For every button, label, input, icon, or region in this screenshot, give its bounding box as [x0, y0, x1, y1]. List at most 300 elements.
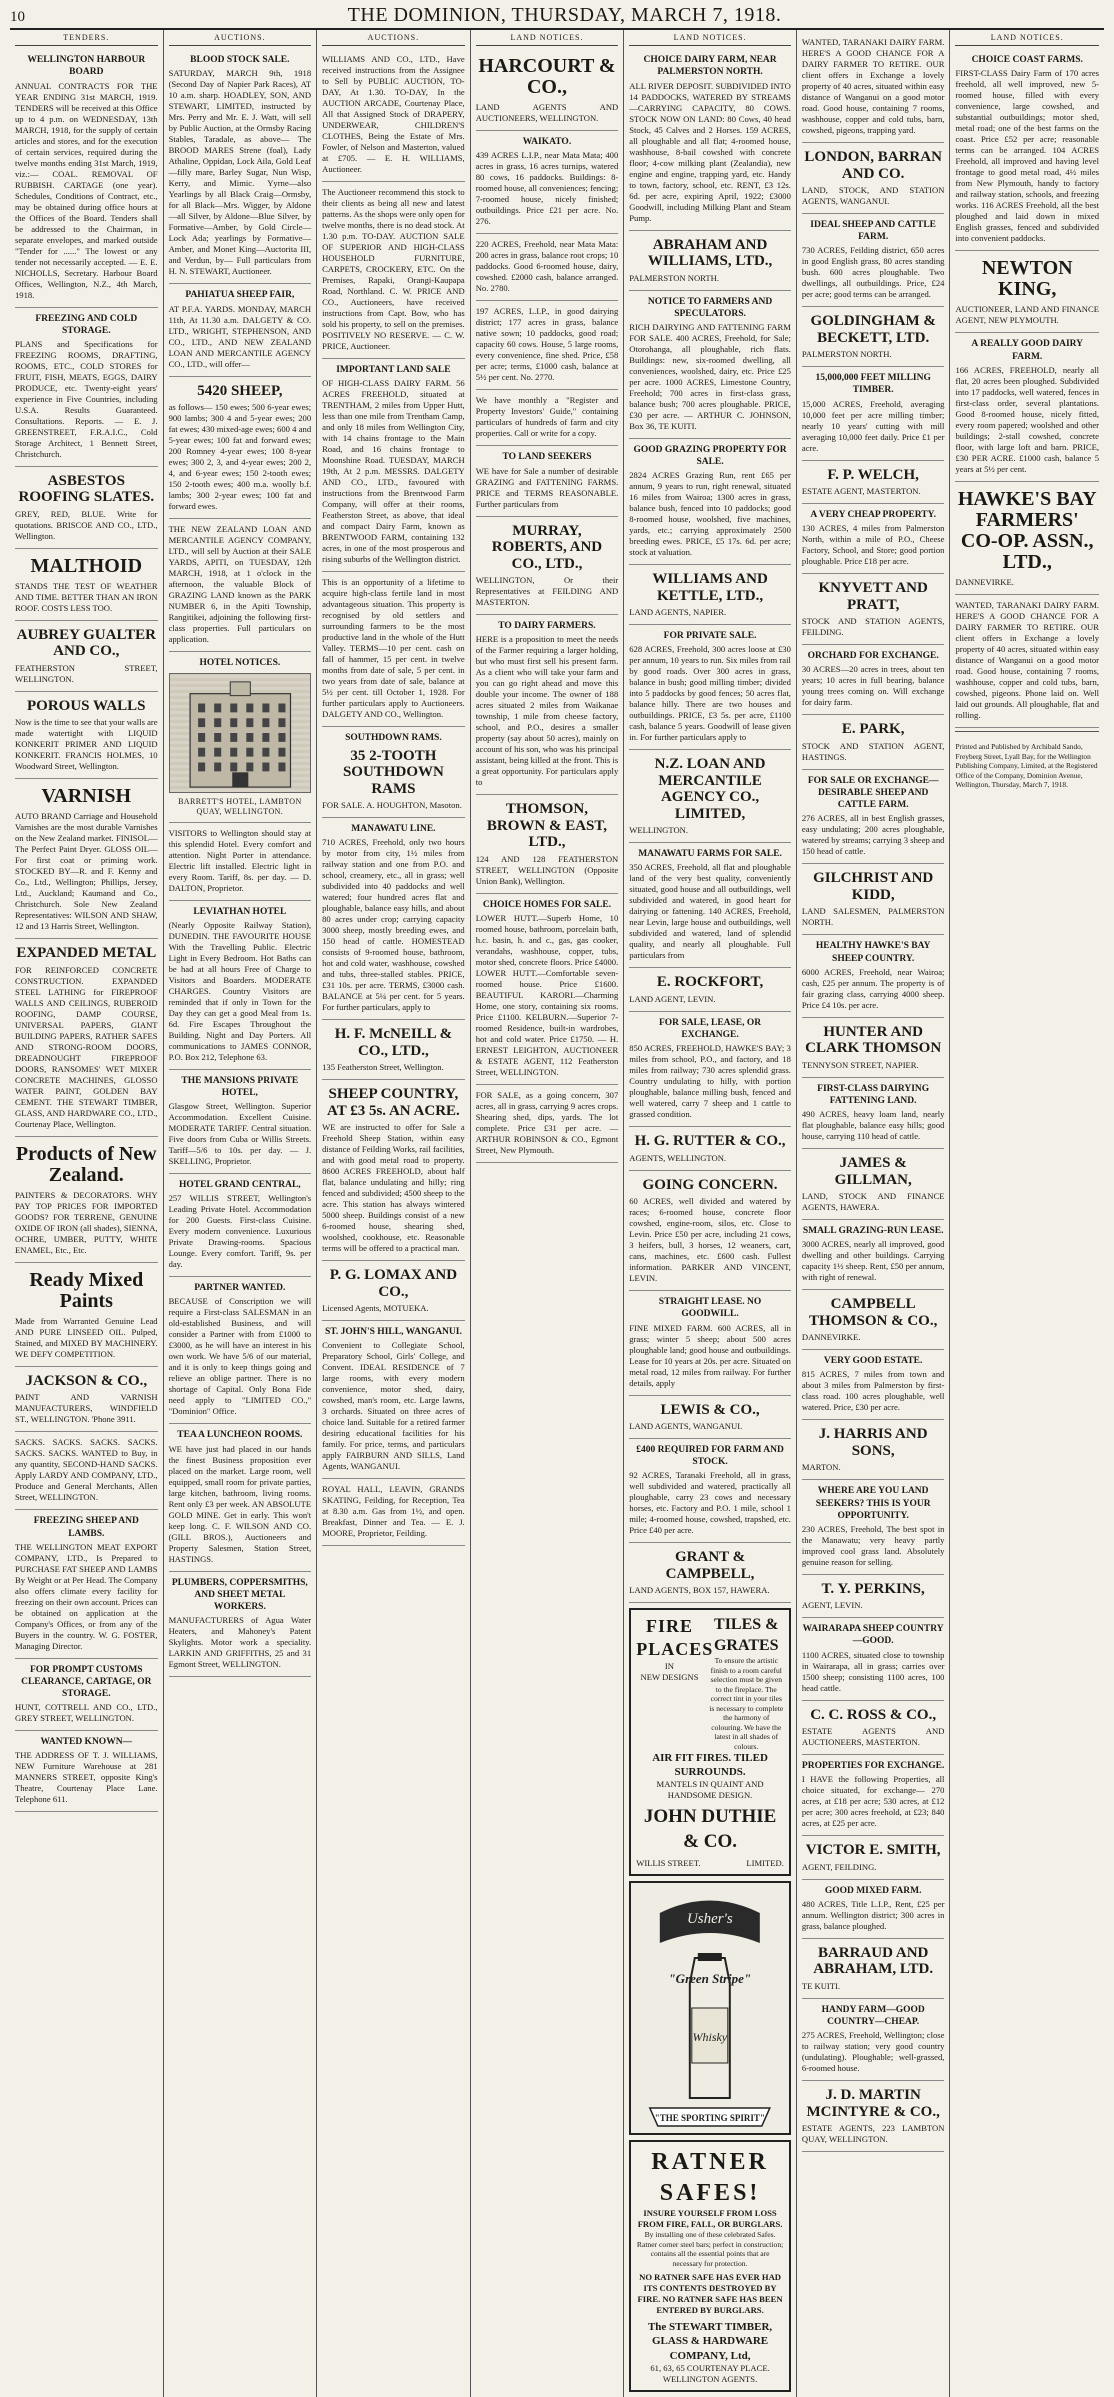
classified-ad: [629, 565, 791, 625]
ad-body-text: This is an opportunity of a lifetime to acquire high-class fertile land in most advantageous situation. This property is recognised by old settlers and surrounding farmers to be the most productive land in the whole of the Hutt Valley. TERMS—10 per cent. cash on fall of hammer, 15 per cent. in twelve months from date of sale, 5 per cent. in two years from date of sale, balance at 5½ per cent. till October 1, 1928. For further particulars apply to Auctioneers. DALGETY AND CO., Wellington.: [322, 577, 465, 720]
classified-ad: [15, 1263, 158, 1367]
ad-body-text: Licensed Agents, MOTUEKA.: [322, 1303, 429, 1314]
ratner-sub: INSURE YOURSELF FROM LOSS FROM FIRE, FALL, OR BURGLARS.: [637, 2208, 783, 2230]
ad-body-text: 2824 ACRES Grazing Run, rent £65 per annum, 9 years to run, right renewal, situated 16 miles from Wairoa; 1300 acres in grass, balance bush, fenced into 10 paddocks; good 8-roomed house, woolshed, five machines, yards, etc.; carrying approximately 2500 breeding ewes. PRICE, £5 17s. 6d. per acre; stock at valuation.: [629, 470, 791, 558]
classified-ad: [476, 446, 619, 516]
classified-ad: [15, 1367, 158, 1433]
ad-body-text: 350 ACRES, Freehold, all flat and ploughable land of the very best quality, conveniently situated, good house and all outbuildings, well subdivided and watered, in good heart for dairying or fattening. 140 ACRES, Freehold, near Levin, large house and outbuildings, well subdivided and watered, land of splendid quality, and nearly all ploughable. Full particulars from: [629, 862, 791, 961]
ad-body-text: (Nearly Opposite Railway Station), DUNEDIN. THE FAVOURITE HOUSE With the Travelling Public. Electric Light in Every Bedroom. Hot Baths can be had at all hours Free of Charge to Visitors and Boarders. MODERATE CHARGES. Country Visitors are reminded that if only in Town for the Day they can get a good Meal from 1s. 6d. Fire Escapes Throughout the Building. Night and Day Porters. All communications to JAMES CONNOR, P.O. Box 212, Telephone 63.: [168, 919, 312, 1062]
classified-ad: [15, 49, 158, 307]
ad-body-text: 275 ACRES, Freehold, Wellington; close to railway station; very good country (undulating). Ploughable; well-grassed, 6-roomed house.: [801, 2030, 945, 2074]
ad-body-text: OF HIGH-CLASS DAIRY FARM. 56 ACRES FREEHOLD, situated at TRENTHAM, 2 miles from Upper Hutt, less than one mile from Trentham Camp, and only 18 miles from Wellington City, with 14 chains frontage to the Main Road, and 16 chains frontage to Moonshine Road. TUESDAY, MARCH 19th, At 2 p.m. MESSRS. DALGETY AND CO., LTD., favoured with instructions from the Brentwood Farm Company, will offer at their rooms, Featherston Street, as above, that ideal and compact Dairy Farm, known as BRENTWOOD FARM, containing 132 acres, in one of the most prosperous and rising suburbs of the Wellington district.: [322, 378, 465, 565]
classified-ad: [802, 1149, 945, 1220]
ad-body-text: 1100 ACRES, situated close to township in Wairarapa, all in grass; carries over 1500 sheep; consisting 1100 acres, 100 head cattle.: [801, 1649, 945, 1693]
classified-ad: [802, 307, 945, 367]
ad-body-text: DANNEVIRKE.: [955, 576, 1014, 587]
classified-ad: [802, 504, 945, 574]
ad-body-text: 439 ACRES L.I.P., near Mata Mata; 400 acres in grass, 16 acres turnips, watered 80 cows, 16 paddocks. Buildings: 8-roomed house, all conveniences; fencing; 7-roomed house, nicely finished; outbuildings. Price £21 per acre. No. 276.: [475, 150, 619, 227]
ad-body-text: I HAVE the following Properties, all choice situated, for exchange— 270 acres, at £18 per acre; 530 acres, at £12 per acre; 300 acres freehold, at £23; 840 acres, at £25 per acre.: [801, 1774, 945, 1829]
classified-ad: [322, 818, 465, 1020]
classified-ad: [169, 1070, 312, 1174]
ad-body-text: LAND SALESMEN, PALMERSTON NORTH.: [801, 906, 945, 928]
ad-body-text: AT P.F.A. YARDS. MONDAY, MARCH 11th, At 11.30 a.m. DALGETY & CO. LTD., WRIGHT, STEPHENSON, AND CO., LTD., AND NEW ZEALAND LOAN AND MERCANTILE AGENCY CO., LTD., will offer—: [168, 303, 312, 369]
ad-body-text: THE NEW ZEALAND LOAN AND MERCANTILE AGENCY COMPANY, LTD., will sell by Auction at their SALE YARDS, APITI, on TUESDAY, 12th MARCH, 1918, at 1 o'clock in the afternoon, the valuable Block of GRAZING LAND known as the PARK NUMBER 6, in the Apiti Township, Rangitikei, adjoining the following first-class properties. Full particulars on application.: [168, 524, 312, 645]
ad-body-text: Made from Warranted Genuine Lead AND PURE LINSEED OIL. Pulped, Stained, and MIXED BY MACHINERY. WE DEFY COMPETITION.: [15, 1315, 158, 1359]
classified-ad: [802, 1350, 945, 1420]
section-heading: LAND NOTICES.: [955, 32, 1099, 46]
ad-heading: THE MANSIONS PRIVATE HOTEL,: [181, 1075, 299, 1098]
ad-body-text: FINE MIXED FARM. 600 ACRES, all in grass; winter 5 sheep; about 500 acres ploughable land; good house and outbuildings. Lease for 10 years at 20s. per acre. Situated on metal road, 12 miles from railway. For further details, apply: [629, 1322, 791, 1388]
classified-ad: [322, 1321, 465, 1479]
ad-body-text: LAND AGENTS, WANGANUI.: [629, 1421, 743, 1432]
classified-ad: [802, 143, 945, 214]
ad-firm-name: GOLDINGHAM & BECKETT, LTD.: [810, 313, 936, 346]
classified-ad: [802, 1755, 945, 1836]
ad-body-text: 257 WILLIS STREET, Wellington's Leading Private Hotel. Accommodation for 200 Guests. First-class Cuisine. Every modern convenience. Luxurious Private Drawing-rooms. Spacious Lounge. Every comfort. Tariff, 9s. per day.: [168, 1193, 312, 1270]
ad-firm-name: VICTOR E. SMITH,: [805, 1842, 941, 1859]
ratner-address: 61, 63, 65 COURTENAY PLACE. WELLINGTON AGENTS.: [650, 2362, 770, 2384]
ad-body-text: WE have just had placed in our hands the finest Business proposition ever placed on the market. Large room, well equipped, small room for private parties, large kitchen, bathroom, living rooms. Rent only £3 per week. AN ABSOLUTE GOLD MINE. Get in early. This won't keep long. C. F. WILSON AND CO. (GILL BROS.), Auctioneers and Property Salesmen, Station Street, HASTINGS.: [168, 1443, 312, 1564]
ad-firm-name: ABRAHAM AND WILLIAMS, LTD.,: [647, 236, 773, 270]
ad-body-text: MANUFACTURERS of Agua Water Heaters, and Mahoney's Patent Skylights. Motor work a speciality. LARKIN AND GRIFFITHS, 25 and 31 Egmont Street, WELLINGTON.: [168, 1615, 312, 1670]
ad-body-text: 710 ACRES, Freehold, only two hours by motor from city, 1½ miles from railway station and one from P.O. and school, creamery, etc., all in grass; well subdivided into 40 paddocks and well watered; four hundred acres flat and ploughable, balance easy hills, and about 80 acres under crop; carrying capacity 3000 sheep, mostly breeding ewes, and 150 head of cattle. HOMESTEAD consists of 9-roomed house, bathroom, hot and cold water, washhouse, cowshed and tubs, three-stalled stables. PRICE, £31 10s. per acre. TERMS, £3000 cash. BALANCE at 5¼ per cent. for 5 years. For further particulars, apply to: [322, 837, 465, 1013]
ratner-firm: The STEWART TIMBER, GLASS & HARDWARE COMPANY, Ltd,: [647, 2321, 773, 2362]
classified-ad: [629, 1127, 791, 1171]
classified-ad: [802, 935, 945, 1017]
classified-ad: [802, 461, 945, 505]
classified-ad: [322, 572, 465, 727]
section-heading: LAND NOTICES.: [476, 32, 619, 46]
classified-ad: [476, 49, 619, 131]
section-heading: AUCTIONS.: [322, 32, 465, 46]
ad-heading: WAIRARAPA SHEEP COUNTRY—GOOD.: [802, 1624, 944, 1647]
column-4: [471, 30, 625, 2397]
ad-firm-name: MURRAY, ROBERTS, AND CO., LTD.,: [491, 522, 603, 572]
ad-heading: HOTEL GRAND CENTRAL,: [179, 1180, 301, 1191]
whisky-brand-line-2: "Green Stripe": [668, 1970, 752, 1986]
classified-ad: [802, 1836, 945, 1880]
fireplace-ltd: LIMITED.: [746, 1857, 784, 1868]
ratner-claim: NO RATNER SAFE HAS EVER HAD ITS CONTENTS DESTROYED BY FIRE. NO RATNER SAFE HAS BEEN ENTERED BY BURGLARS.: [637, 2272, 783, 2316]
classified-ad: [802, 770, 945, 864]
classified-ad: [802, 367, 945, 460]
ad-firm-name: LONDON, BARRAN AND CO.: [804, 149, 942, 182]
ad-body-text: PALMERSTON NORTH.: [629, 272, 719, 283]
ad-heading: VERY GOOD ESTATE.: [823, 1356, 923, 1367]
ratner-note: By installing one of these celebrated Safes. Ratner corner steel bars; perfect in construction; contains all the essential points that are necessary for protection.: [636, 2230, 784, 2268]
ad-firm-name: WILLIAMS AND KETTLE, LTD.,: [652, 571, 768, 604]
ad-firm-name: AUBREY GUALTER AND CO.,: [16, 626, 156, 660]
classified-ad: [629, 968, 791, 1012]
ad-heading: TEA A LUNCHEON ROOMS.: [177, 1430, 303, 1441]
ad-body-text: FOR REINFORCED CONCRETE CONSTRUCTION. EXPANDED STEEL LATHING for FIREPROOF WALLS AND CEILINGS, RUBEROID ROOFING, DAMP COURSE, UNIVERSAL PAPERS, GIANT BUILDING PAPERS, RATHER SAFES AND STRONG-ROOM DOORS, DREADNOUGHT FIREPROOF DOORS, RANSOMES' WET MIXER CONCRETE MACHINES, GLOSSO WATER PAINT, GOLDEN BAY CEMENT. THE STEWART TIMBER, GLASS, AND HARDWARE CO., LTD., Courtenay Place, Wellington.: [15, 964, 158, 1129]
ad-heading: PARTNER WANTED.: [194, 1283, 286, 1294]
ad-heading: A REALLY GOOD DAIRY FARM.: [971, 339, 1084, 362]
ad-heading: HOTEL NOTICES.: [199, 658, 281, 669]
classified-ad: [15, 1137, 158, 1263]
classified-ad: [802, 2081, 945, 2152]
classified-ad: [955, 482, 1099, 595]
classified-ad: [476, 795, 619, 894]
ad-heading: FREEZING AND COLD STORAGE.: [35, 313, 138, 336]
ad-display-name: HAWKE'S BAY FARMERS' CO-OP. ASSN., LTD.,: [957, 487, 1097, 573]
ad-body-text: STANDS THE TEST OF WEATHER AND TIME. BETTER THAN AN IRON ROOF. COSTS LESS TOO.: [15, 580, 158, 613]
ad-heading: STRAIGHT LEASE. NO GOODWILL.: [658, 1297, 762, 1320]
ad-body-text: Glasgow Street, Wellington. Superior Accommodation. Excellent Cuisine. MODERATE TARIFF. Central situation. Five doors from Cuba or Willis Streets. Tariff—5/6 to 10s. per day. — J. SKELLING, Proprietor.: [168, 1101, 312, 1167]
whisky-brand-line-1: Usher's: [687, 1910, 733, 1927]
classified-ad: [629, 231, 791, 291]
ad-body-text: 6000 ACRES, Freehold, near Wairoa; cash, £25 per annum. The property is of fair grazing class, carrying 4000 sheep. Price £4 10s. per acre.: [801, 966, 945, 1010]
classified-ad: [15, 467, 158, 549]
classified-ad: [802, 574, 945, 645]
classified-ad: [629, 291, 791, 439]
ad-body-text: 92 ACRES, Taranaki Freehold, all in grass, well subdivided and watered, practically all ploughable, carry 23 cows and necessary horses, etc. Factory and P.O. 1 mile, school 1 mile; 4-roomed house, cowshed, trapshed, etc. Price £40 per acre.: [629, 1470, 791, 1536]
ad-body-text: 490 ACRES, heavy loam land, nearly flat ploughable, balance easy hills; good house, carrying 110 head of cattle.: [801, 1109, 945, 1142]
ad-firm-name: ASBESTOS ROOFING SLATES.: [18, 472, 155, 506]
ad-body-text: 60 ACRES, well divided and watered by races; 6-roomed house, concrete floor cowshed, engine-room, silos, etc. Close to Levin. Price £50 per acre, including 21 cows, 3 heifers, bull, 3 horses, 12 weaners, cart, cans, machines, etc. £600 cash. Fullest information. PARKER AND VINCENT, LEVIN.: [629, 1196, 791, 1284]
ad-heading: PAHIATUA SHEEP FAIR,: [185, 290, 295, 301]
classified-ad: [802, 1290, 945, 1350]
ad-body-text: SATURDAY, MARCH 9th, 1918 (Second Day of Napier Park Races), AT 10 a.m. sharp. HOADLEY, SON, AND STEWART, LIMITED, instructed by Mrs. Perry and Mr. E. J. Watt, will sell by Public Auction, at the Ormsby Racing Stables, Taradale, as above— The BROOD MARES Strene (foal), Lady Athaline, Oppidan, Lock Aila, Gold Leaf—filly mare, Barley Sugar, Nun Wisp, Kerry, and Mimic. Yyrne—also Yearlings by all Black Craig—Ormsby, for all Black—Mrs. Wigger, by Aldone—all Silver, by Aldone—Blue Silver, by Formative—Amber, by Gold Circle—Lock Ada; yearlings by Formative—Amber, and Monet King—Auctorita III, and Verdun, by— Full particulars from H. N. STEWART, Auctioneer.: [168, 68, 312, 277]
ad-firm-name: HUNTER AND CLARK THOMSON: [805, 1023, 942, 1057]
classified-ad: [15, 692, 158, 780]
ad-body-text: ESTATE AGENTS AND AUCTIONEERS, MASTERTON.: [801, 1726, 945, 1748]
ad-body-text: 166 ACRES, FREEHOLD, nearly all flat, 20 acres been ploughed. Subdivided into 17 paddocks, well watered, fences in first-class order, several plantations. Good 8-roomed house, nicely fitted, every room papered; woolshed and other buildings; 2-stall cowshed, concrete floor, with large loft and barn. PRICE, £30 PER ACRE. £1000 cash, balance 5 years at 5½ per cent.: [955, 364, 1099, 474]
ad-body-text: 197 ACRES, L.I.P., in good dairying district; 177 acres in grass, balance native sown; 10 paddocks, good road; capacity 60 cows. House, 5 large rooms, every convenience, fine shed. Price, £58 per acre; terms, £1000 cash, balance at 5½ per cent. No. 2770.: [475, 306, 619, 383]
ad-body-text: 135 Featherston Street, Wellington.: [322, 1062, 444, 1073]
ad-body-text: DANNEVIRKE.: [801, 1332, 861, 1343]
masthead: [10, 0, 1104, 30]
fireplace-new-designs: NEW DESIGNS: [640, 1672, 699, 1683]
classified-ad: [802, 1420, 945, 1480]
column-5: [624, 30, 797, 2397]
ad-heading: PLUMBERS, COPPERSMITHS, AND SHEET METAL WORKERS.: [171, 1577, 308, 1612]
ad-heading: SOUTHDOWN RAMS.: [345, 733, 442, 744]
classified-ad: [169, 519, 312, 652]
classified-ad: [322, 359, 465, 572]
ad-heading: WAIKATO.: [522, 137, 572, 148]
ad-firm-name: POROUS WALLS: [27, 697, 146, 714]
columns: [10, 30, 1104, 2384]
ad-body-text: Convenient to Collegiate School, Preparatory School, Girls' College, and Convent. IDEAL RESIDENCE of 7 large rooms, with every modern convenience, motor shed, dairy, cowshed, man's room, etc. Large lawns, 3 orchards. Situated on three acres of choice land. Suitable for a retired farmer desiring educational facilities for his family. For price, terms, and particulars apply FAIRBURN AND SILLS, Land Agents, WANGANUI.: [322, 1340, 465, 1472]
ad-heading: CHOICE COAST FARMS.: [971, 55, 1083, 66]
classified-ad: [802, 1220, 945, 1290]
ad-firm-name: SHEEP COUNTRY, AT £3 5s. AN ACRE.: [327, 1086, 460, 1119]
classified-ad: [955, 49, 1099, 251]
ad-body-text: PALMERSTON NORTH.: [801, 349, 892, 360]
ad-body-text: BECAUSE of Conscription we will require a First-class SALESMAN in an old-established Business, and will consider a Partner with from £1000 to £3000, as he will have an interest in his own work. We have 5/6 of our material, and it is only to keep things going and relieve an oblige partner. There is no shortage of Capital. Only Bona Fide need apply to "LIMITED CO.," "Dominion" Office.: [168, 1296, 312, 1417]
ad-firm-name: THOMSON, BROWN & EAST, LTD.,: [486, 801, 608, 851]
classified-ad: [802, 1618, 945, 1700]
classified-ad: [629, 1171, 791, 1292]
ad-heading: GOOD GRAZING PROPERTY FOR SALE.: [633, 444, 787, 468]
ad-body-text: 276 ACRES, all in best English grasses, easy undulating; 200 acres ploughable, watered by streams; carrying 3 sheep and 150 head of cattle.: [801, 813, 945, 857]
fireplace-in: IN: [664, 1661, 674, 1672]
classified-ad: [15, 1432, 158, 1510]
hotel-building-drawing: [170, 674, 311, 792]
ad-firm-name: H. G. RUTTER & CO.,: [634, 1133, 786, 1150]
ad-body-text: PLANS and Specifications for FREEZING ROOMS, DRAFTING, ROOMS, ETC., COLD STORES for FRUIT, FISH, MEATS, EGGS, DAIRY PRODUCE, etc. Twenty-eight years' experience in Five Countries, including U.S.A. Results Guaranteed. Consultations. Reports. — E. J. GREENSTREET, F.R.A.I.C., Cold Storage Architect, 1 Bennett Street, Christchurch.: [15, 338, 158, 459]
ad-firm-name: KNYVETT AND PRATT,: [818, 580, 928, 613]
ad-body-text: AGENT, FEILDING.: [801, 1861, 877, 1872]
ad-body-text: TE KUITI.: [801, 1980, 841, 1991]
ad-heading: BLOOD STOCK SALE.: [190, 55, 290, 66]
illustration-caption: BARRETT'S HOTEL, LAMBTON QUAY, WELLINGTON.: [178, 797, 302, 817]
ad-heading: NOTICE TO FARMERS AND SPECULATORS.: [647, 296, 773, 319]
ad-body-text: Now is the time to see that your walls are made watertight with LIQUID KONKERIT PRIMER AND LIQUID KONKERIT. FRANCIS HOLMES, 10 Woodward Street, Wellington.: [15, 717, 158, 772]
ad-body-text: WELLINGTON.: [629, 825, 689, 836]
ad-display-name: MALTHOID: [30, 554, 143, 577]
ad-heading: WANTED KNOWN—: [40, 1737, 133, 1748]
ratner-safes-ad: [629, 2140, 791, 2392]
classified-ad: [629, 843, 791, 968]
ad-body-text: WELLINGTON, Or their Representatives at FEILDING AND MASTERTON.: [475, 575, 619, 608]
ad-firm-name: J. D. MARTIN MCINTYRE & CO.,: [806, 2087, 940, 2120]
classified-ad: [15, 621, 158, 692]
fireplace-ad-left: [636, 1615, 714, 1751]
ad-heading: TO DAIRY FARMERS.: [498, 621, 596, 632]
ad-display-name: Products of New Zealand.: [15, 1142, 157, 1186]
classified-ad: [169, 49, 312, 284]
ad-body-text: RICH DAIRYING AND FATTENING FARM FOR SALE. 400 ACRES, Freehold, for Sale; Otorohanga, all ploughable, rich flats. Buildings: new, six-roomed dwelling, all conveniences, woolshed, dairy, etc. Price £25 per acre. 1000 ACRES, Limestone Country, Freehold; 700 acres in first-class grass, balance bush; 700 acres ploughable. PRICE, £30 per acre. — ARTHUR C. JOHNSON, Box 36, TE KUITI.: [629, 321, 791, 431]
classified-ad: [169, 1174, 312, 1277]
ad-heading: £400 REQUIRED FOR FARM AND STOCK.: [636, 1445, 784, 1468]
ad-firm-name: CAMPBELL THOMSON & CO.,: [808, 1296, 938, 1329]
ad-body-text: LAND AGENTS, BOX 157, HAWERA.: [629, 1585, 770, 1596]
section-heading: AUCTIONS.: [169, 32, 312, 46]
ad-body-text: AUTO BRAND Carriage and Household Varnishes are the most durable Varnishes on the New Zealand market. FINISOL—The Perfect Paint Dryer. GLOSS OIL—For first coat or priming work. STOCKED BY—R. and F. Kenny and Co., Ltd., Wellington; Phillips, Jersey, Ltd., Auckland; Kaumand and Co., Christchurch. Sole New Zealand Representatives: WILSON AND SHAW, 12 and 13 Harris Street, Wellington.: [15, 811, 158, 932]
classified-ad: [15, 779, 158, 939]
ad-heading: CHOICE HOMES FOR SALE.: [482, 899, 612, 910]
ad-body-text: STOCK AND STATION AGENTS, FEILDING.: [801, 616, 945, 638]
ad-heading: TO LAND SEEKERS: [502, 452, 592, 463]
classified-ad: [802, 1999, 945, 2081]
ad-body-text: AGENT, LEVIN.: [801, 1600, 863, 1611]
ad-heading: FOR SALE OR EXCHANGE—DESIRABLE SHEEP AND CATTLE FARM.: [807, 775, 939, 811]
ad-body-text: AUCTIONEER, LAND AND FINANCE AGENT, NEW PLYMOUTH.: [955, 304, 1099, 326]
ad-body-text: PAINT AND VARNISH MANUFACTURERS, WINDFIELD ST., WELLINGTON. 'Phone 3911.: [15, 1392, 158, 1425]
ad-display-name: NEWTON KING,: [981, 257, 1073, 301]
fireplace-sub: MANTELS IN QUAINT AND HANDSOME DESIGN.: [656, 1779, 764, 1801]
ad-firm-name: T. Y. PERKINS,: [821, 1580, 925, 1597]
classified-ad: [629, 1439, 791, 1543]
ad-firm-name: JACKSON & CO.,: [25, 1372, 148, 1389]
ad-heading: A VERY CHEAP PROPERTY.: [810, 510, 936, 521]
page-number: 10: [10, 9, 25, 25]
ad-body-text: WILLIAMS AND CO., LTD., Have received instructions from the Assignee to Sell by PUBLIC AUCTION, TO-DAY, At 1.30. TO-DAY, In the AUCTION ARCADE, Courtenay Place, All that Assigned Stock of DRAPERY, UNDERWEAR, CHILDREN'S CLOTHES, Being the Estate of Mrs. Fowler, of Nelson and Masterton, valued at £705. — E. H. WILLIAMS, Auctioneer.: [322, 54, 465, 175]
ad-body-text: TENNYSON STREET, NAPIER.: [801, 1059, 919, 1070]
ad-firm-name: BARRAUD AND ABRAHAM, LTD.: [813, 1944, 934, 1978]
ad-body-text: 15,000 ACRES, Freehold, averaging 10,000 feet per acre milling timber; nearly 10 years' cutting with mill averaging 10,000 feet daily. Price £1 per acre.: [801, 398, 945, 453]
classified-ad: [629, 439, 791, 565]
ad-body-text: LAND, STOCK AND FINANCE AGENTS, HAWERA.: [801, 1191, 945, 1213]
ad-heading: SMALL GRAZING-RUN LEASE.: [802, 1226, 944, 1237]
ad-firm-name: E. PARK,: [841, 721, 905, 738]
ad-body-text: SACKS. SACKS. SACKS. SACKS. SACKS. SACKS. WANTED to Buy, in any quantity, SECOND-HAND SACKS. Apply LARDY AND COMPANY, LTD., Produce and General Merchants, Allen Street, WELLINGTON.: [15, 1437, 158, 1503]
ad-heading: CHOICE DAIRY FARM, NEAR PALMERSTON NORTH.: [643, 55, 777, 78]
column-7: [950, 30, 1104, 2397]
ad-body-text: 628 ACRES, Freehold, 300 acres loose at £30 per annum, 10 years to run. Six miles from rail by good roads. Over 300 acres in grass, balance in bush; good milling timber; divided into 5 paddocks by good fences; 50 acres flat, balance hilly. There are two houses and outbuildings. PRICE, £3 5s. per acre, £1100 cash, balance 5 years. Goodwill of lease given in. For further particulars apply to: [629, 644, 791, 743]
classified-ad: [322, 1020, 465, 1080]
ad-body-text: We have monthly a "Register and Property Investors' Guide," containing particulars of hundreds of farm and city properties. Call or write for a copy.: [475, 395, 619, 439]
tiles-grates-text: To ensure the artistic finish to a room careful selection must be given to the fireplace. The correct tint in your tiles is necessary to complete the harmony of colouring. We have the latest in all shades of colours.: [709, 1656, 784, 1751]
classified-ad: [629, 49, 791, 230]
ad-firm-name: GOING CONCERN.: [642, 1176, 778, 1193]
ad-heading: ORCHARD FOR EXCHANGE.: [807, 651, 939, 662]
classified-ad: [476, 1085, 619, 1163]
ad-firm-name: N.Z. LOAN AND MERCANTILE AGENCY CO., LIMITED,: [654, 756, 766, 822]
classified-ad: [802, 1078, 945, 1149]
ad-body-text: 124 AND 128 FEATHERSTON STREET, WELLINGTON (Opposite Union Bank), Wellington.: [475, 853, 619, 886]
classified-ad: [169, 1572, 312, 1677]
ad-body-text: PAINTERS & DECORATORS. WHY PAY TOP PRICES FOR IMPORTED GOODS? FOR TERRENE, GENUINE OXIDE OF IRON (all shades), SIENNA, OCHRE, UMBER, PUTTY, WHITE ENAMEL, Etc., Etc.: [15, 1189, 158, 1255]
ad-body-text: ESTATE AGENT, MASTERTON.: [801, 486, 921, 497]
column-6: [797, 30, 951, 2397]
classified-ad: [169, 1424, 312, 1571]
fireplace-street: WILLIS STREET.: [636, 1857, 701, 1868]
ad-body-text: Printed and Published by Archibald Sando, Freyberg Street, Lyall Bay, for the Wellington Publishing Company, Limited, at the Registered Office of the Company, Dominion Avenue, Wellington, Thursday, March 7, 1918.: [955, 742, 1098, 789]
whisky-bottle-illustration: [631, 1883, 789, 2133]
classified-ad: [802, 1701, 945, 1756]
classified-ad: [629, 1396, 791, 1440]
classified-ad: [169, 1277, 312, 1424]
classified-ad: [15, 1510, 158, 1658]
whisky-brand-line-3: Whisky: [692, 2029, 728, 2044]
classified-ad: [476, 301, 619, 390]
ad-firm-name: LEWIS & CO.,: [660, 1401, 760, 1418]
ad-heading: WELLINGTON HARBOUR BOARD: [27, 55, 146, 78]
ad-body-text: FOR SALE. A. HOUGHTON, Masoton.: [322, 800, 462, 811]
section-heading: LAND NOTICES.: [629, 32, 791, 46]
ad-body-text: ANNUAL CONTRACTS FOR THE YEAR ENDING 31st MARCH, 1919. TENDERS will be received at this Office up to 4 p.m. on WEDNESDAY, 13th MARCH, 1918, for the supply of certain articles and stores, and for the execution of certain services, required during the twelve months ending 31st March, 1919, viz.:— COAL. REMOVAL OF RUBBISH. CARTAGE (one year). Schedules, Conditions of Contract, etc., may be obtained during office hours at the Offices of the Board. Tenders shall be addressed to the Chairman, in separate envelopes, and marked outside "Tender for ......" The lowest or any tender not necessarily accepted. — E. E. NICHOLLS, Secretary. Harbour Board Offices, Wellington, N.Z., 4th March, 1918.: [15, 80, 158, 300]
classified-ad: [322, 49, 465, 182]
fireplace-heading: FIRE PLACES: [636, 1616, 714, 1660]
ad-body-text: LAND AGENTS, NAPIER.: [629, 607, 727, 618]
ad-body-text: 480 ACRES, Title L.I.P., Rent, £25 per annum. Wellington district; 300 acres in grass, balance ploughed.: [801, 1898, 945, 1931]
ad-firm-name: 5420 SHEEP,: [197, 382, 283, 399]
ad-display-name: HARCOURT & CO.,: [478, 55, 616, 99]
classified-ad: [169, 652, 312, 823]
ad-heading: PROPERTIES FOR EXCHANGE.: [801, 1761, 945, 1772]
ad-body-text: 815 ACRES, 7 miles from town and about 3 miles from Palmerston by first-class road. 100 acres ploughable, well watered. Price, £30 per acre.: [801, 1369, 945, 1413]
ad-body-text: THE WELLINGTON MEAT EXPORT COMPANY, LTD., Is Prepared to PURCHASE FAT SHEEP AND LAMBS By Weight or at Per Head. The Company also offers climate every facility for freezing on their own account. Prices can be obtained on application at the Company's Offices, or from any of the Buyers in the country. W. G. FOSTER, Managing Director.: [15, 1541, 158, 1651]
ad-display-name: Ready Mixed Paints: [29, 1268, 144, 1312]
ad-body-text: ALL RIVER DEPOSIT. SUBDIVIDED INTO 14 PADDOCKS, WATERED BY STREAMS—CARRYING CAPACITY, 80 COWS. STOCK NOW ON LAND: 80 Cows, 40 head Stock, 45 Calves and 2 Horses. 159 ACRES, all ploughable and all flat; 4-roomed house, washhouse, 8-bail cowshed with concrete floor; 4-cow milking plant (Zealandia), new engine and engine, trapping yard, etc. Handy to town, factory, school, etc. RENT, £3 12s. 6d. per acre, expiring April, 1922; £3000 Goodwill, including Milking Plant and Steam Pump.: [629, 80, 791, 223]
classified-ad: [476, 131, 619, 234]
ad-body-text: THE ADDRESS OF T. J. WILLIAMS, NEW Furniture Warehouse at 281 MANNERS STREET, opposite King's Theatre, Courtenay Place Lane. Telephone 611.: [15, 1750, 158, 1805]
classified-ad: [802, 1018, 945, 1078]
classified-ad: [802, 1939, 945, 1999]
classified-ad: [955, 251, 1099, 333]
classified-ad: [802, 1480, 945, 1574]
ad-heading: 15,000,000 FEET MILLING TIMBER.: [815, 373, 931, 396]
fireplace-ad-row: [636, 1615, 784, 1751]
classified-ad: [955, 333, 1099, 481]
ad-firm-name: EXPANDED METAL: [16, 945, 157, 962]
classified-ad: [322, 1479, 465, 1546]
ad-body-text: AGENTS, WELLINGTON.: [629, 1152, 727, 1163]
ad-body-text: The Auctioneer recommend this stock to their clients as being all new and latest patterns. As the shops were only open for twelve months, there is no dead stock. At 1.30 p.m. TO-DAY. AUCTION SALE OF SUPERIOR AND HIGH-CLASS HOUSEHOLD FURNITURE, CARPETS, CROCKERY, ETC. On the Premises, Rapaki, Orangi-Kaupapa Road, Northland. C. W. PRICE AND CO., Auctioneers, have received instructions from Capt. Bow, who has sold his property, to sell on the premises. POSITIVELY NO RESERVE. — C. W. PRICE, Auctioneer.: [322, 187, 465, 352]
ad-body-text: 220 ACRES, Freehold, near Mata Mata: 200 acres in grass, balance root crops; 10 paddocks. Good 6-roomed house, dairy, cowshed. £2000 cash, balance arranged. No. 2780.: [475, 239, 619, 294]
ad-heading: FOR SALE, LEASE, OR EXCHANGE.: [658, 1017, 762, 1041]
classified-ad: [476, 517, 619, 616]
ad-body-text: WANTED, TARANAKI DAIRY FARM. HERE'S A GOOD CHANCE FOR A DAIRY FARMER TO RETIRE. OUR client offers in Exchange a lovely property of 40 acres, situated within easy distance of Wanganui on a good motor road. Good house, containing 7 rooms, washhouse, copper and cold tubs, barn, cowshed, pigeons, trapping yard.: [801, 37, 945, 135]
classified-ad: [15, 549, 158, 621]
whisky-bottle-cap: [698, 1953, 722, 1961]
section-heading: TENDERS.: [15, 32, 158, 46]
ad-body-text: HERE is a proposition to meet the needs of the Farmer requiring a larger holding, but who must first sell his present farm. As a client who will take your farm and you can go right ahead and move this double your income. The owner of 188 acres situated 2 miles from Waikanae township, 1 mile from cheese factory, school, and P.O., desires a smaller property (say about 50 acres), mainly on account of his son, who was his principal assistant, being killed at the front. This is a great opportunity. For particulars apply to: [475, 634, 619, 788]
classified-ad: [802, 32, 945, 143]
ad-body-text: FIRST-CLASS Dairy Farm of 170 acres freehold, all well improved, new 5-roomed house, filled with every convenience, large cowshed, and substantial outbuildings; motor shed, metal road; one of the best farms on the coast. Price £52 per acre; reasonable terms can be arranged. 104 ACRES Freehold, all improved and having level frontage to good metal road, 4½ miles from New Plymouth, handy to factory and railway station, schools, and freezing works. 116 ACRES Freehold, all the best ploughed and laid down in mixed English grasses, fenced and subdivided into convenient paddocks.: [955, 68, 1099, 244]
ad-firm-name: F. P. WELCH,: [827, 466, 919, 483]
classified-ad: [169, 823, 312, 901]
ad-body-text: ROYAL HALL, LEAVIN, GRANDS SKATING, Feilding, for Reception, Tea at 8.30 a.m. Gas from 1½, and open. Breakfast, Dinner and Tea. — E. J. MOORE, Proprietor, Feilding.: [322, 1484, 465, 1539]
fireplace-line: AIR FIT FIRES. TILED SURROUNDS.: [652, 1752, 768, 1779]
ratner-title: RATNER SAFES!: [651, 2148, 769, 2206]
classified-ad: [802, 214, 945, 307]
ad-body-text: WANTED, TARANAKI DAIRY FARM. HERE'S A GOOD CHANCE FOR A DAIRY FARMER TO RETIRE. OUR client offers in Exchange a lovely property of 40 acres, situated within easy distance of Wanganui on a good motor road. Good house, containing 7 rooms, washhouse, copper and cold tubs, barn, cowshed, pigeons. Phone laid on. Well laid out grounds. All ploughable, flat and rolling.: [955, 599, 1099, 720]
fireplace-firm: JOHN DUTHIE & CO.: [643, 1806, 777, 1852]
newspaper-title: THE DOMINION, THURSDAY, MARCH 7, 1918.: [347, 4, 782, 26]
ad-heading: HEALTHY HAWKE'S BAY SHEEP COUNTRY.: [815, 941, 931, 964]
ad-body-text: LOWER HUTT.—Superb Home, 10 roomed house, bathroom, porcelain bath, h.c. basin, h. and c., gas, gas cooker, verandahs, washhouse, copper, tubs, motor shed, concrete floors. Price £4000. LOWER HUTT.—Comfortable seven-roomed house. Price £1600. BEAUTIFUL KARORI.—Charming Home, one story, containing six rooms. Price £1100. KELBURN.—Superior 7-roomed Residence, built-in wardrobes, hot and cold water. Price £1750. — H. ERNEST LEIGHTON, AUCTIONEER & ESTATE AGENT, 112 Featherston Street, WELLINGTON.: [475, 912, 619, 1077]
ad-body-text: 850 ACRES, FREEHOLD, HAWKE'S BAY; 3 miles from school, P.O., and factory, and 18 miles from railway; 730 acres splendid grass. Country undulating to hilly, with portion ploughable, balance milling bush, fenced and well watered, carry 7 sheep and 1 cattle to grassed condition.: [629, 1043, 791, 1120]
ad-body-text: MARTON.: [801, 1462, 841, 1473]
classified-ad: [476, 390, 619, 446]
fireplace-footer: [636, 1858, 784, 1869]
ad-heading: MANAWATU LINE.: [351, 824, 436, 835]
ad-heading: HANDY FARM—GOOD COUNTRY—CHEAP.: [821, 2004, 925, 2028]
fireplace-ad: [629, 1608, 791, 1876]
fireplace-ad-right: [709, 1615, 784, 1751]
ad-heading: FIRST-CLASS DAIRYING FATTENING LAND.: [817, 1083, 930, 1106]
ad-body-text: GREY, RED, BLUE. Write for quotations. BRISCOE AND CO., LTD., Wellington.: [15, 508, 158, 541]
classified-ad: [15, 939, 158, 1137]
ad-body-text: as follows— 150 ewes; 500 6-year ewes; 900 lambs; 300 4 and 5-year ewes; 200 fat ewes; 430 mixed-age ewes; 600 4 and 5-year ewes; 100 fat and forward ewes; 200 Romney 4-year ewes; 100 8-year ewes; 300 2, 3, and 4-year ewes; 200 2, 4, and 6-year ewes; 150 2-tooth ewes; 150 2-tooth ewes; 400 m.a. woolly b.f. lambs; 300 2-year ewes; 100 fat and forward ewes.: [168, 402, 312, 512]
ad-firm-name: H. F. McNEILL & CO., LTD.,: [334, 1026, 453, 1059]
ad-firm-name: GILCHRIST AND KIDD,: [813, 870, 934, 903]
classified-ad: [802, 1575, 945, 1619]
ad-firm-name: P. G. LOMAX AND CO.,: [329, 1267, 458, 1300]
classified-ad: [322, 1261, 465, 1321]
hotel-illustration: [169, 673, 312, 793]
tiles-grates-heading: TILES & GRATES: [713, 1616, 779, 1654]
ad-body-text: WE are instructed to offer for Sale a Freehold Sheep Station, within easy distance of Feilding Works, rail facilities, and with good metal road to property. 8600 ACRES FREEHOLD, about half flat, balance undulating and hilly; ring fenced and subdivided; 4500 sheep to the acre. This station has always wintered 5000 sheep. Buildings consist of a new 6-roomed house, shearing shed, woolshed, cookhouse, etc. Reasonable terms will be offered to a practical man.: [322, 1122, 465, 1254]
ad-heading: WHERE ARE YOU LAND SEEKERS? THIS IS YOUR OPPORTUNITY.: [815, 1486, 931, 1521]
ad-firm-name: C. C. ROSS & CO.,: [810, 1706, 937, 1723]
classified-ad: [802, 645, 945, 715]
classified-ad: [322, 1080, 465, 1261]
column-1: [10, 30, 164, 2397]
classified-ad: [629, 1291, 791, 1395]
classified-ad: [169, 284, 312, 376]
ad-body-text: 730 ACRES, Feilding district, 650 acres in good English grass, 80 acres standing bush. 600 acres ploughable. Two dwellings, all outbuildings. Price, £24 per acre; good terms can be arranged.: [801, 245, 945, 300]
classified-ad: [802, 864, 945, 935]
ad-firm-name: E. ROCKFORT,: [656, 974, 764, 991]
printer-imprint: [955, 731, 1099, 790]
classified-ad: [476, 615, 619, 795]
classified-ad: [322, 727, 465, 818]
ad-heading: FOR PRIVATE SALE.: [663, 631, 757, 642]
ad-heading: LEVIATHAN HOTEL: [193, 906, 287, 917]
classified-ad: [169, 901, 312, 1070]
column-2: [164, 30, 318, 2397]
ad-display-name: VARNISH: [41, 785, 132, 808]
classified-ad: [802, 1880, 945, 1939]
ad-heading: IDEAL SHEEP AND CATTLE FARM.: [810, 220, 937, 243]
classified-ad: [476, 894, 619, 1085]
ad-firm-name: GRANT & CAMPBELL,: [665, 1549, 755, 1582]
